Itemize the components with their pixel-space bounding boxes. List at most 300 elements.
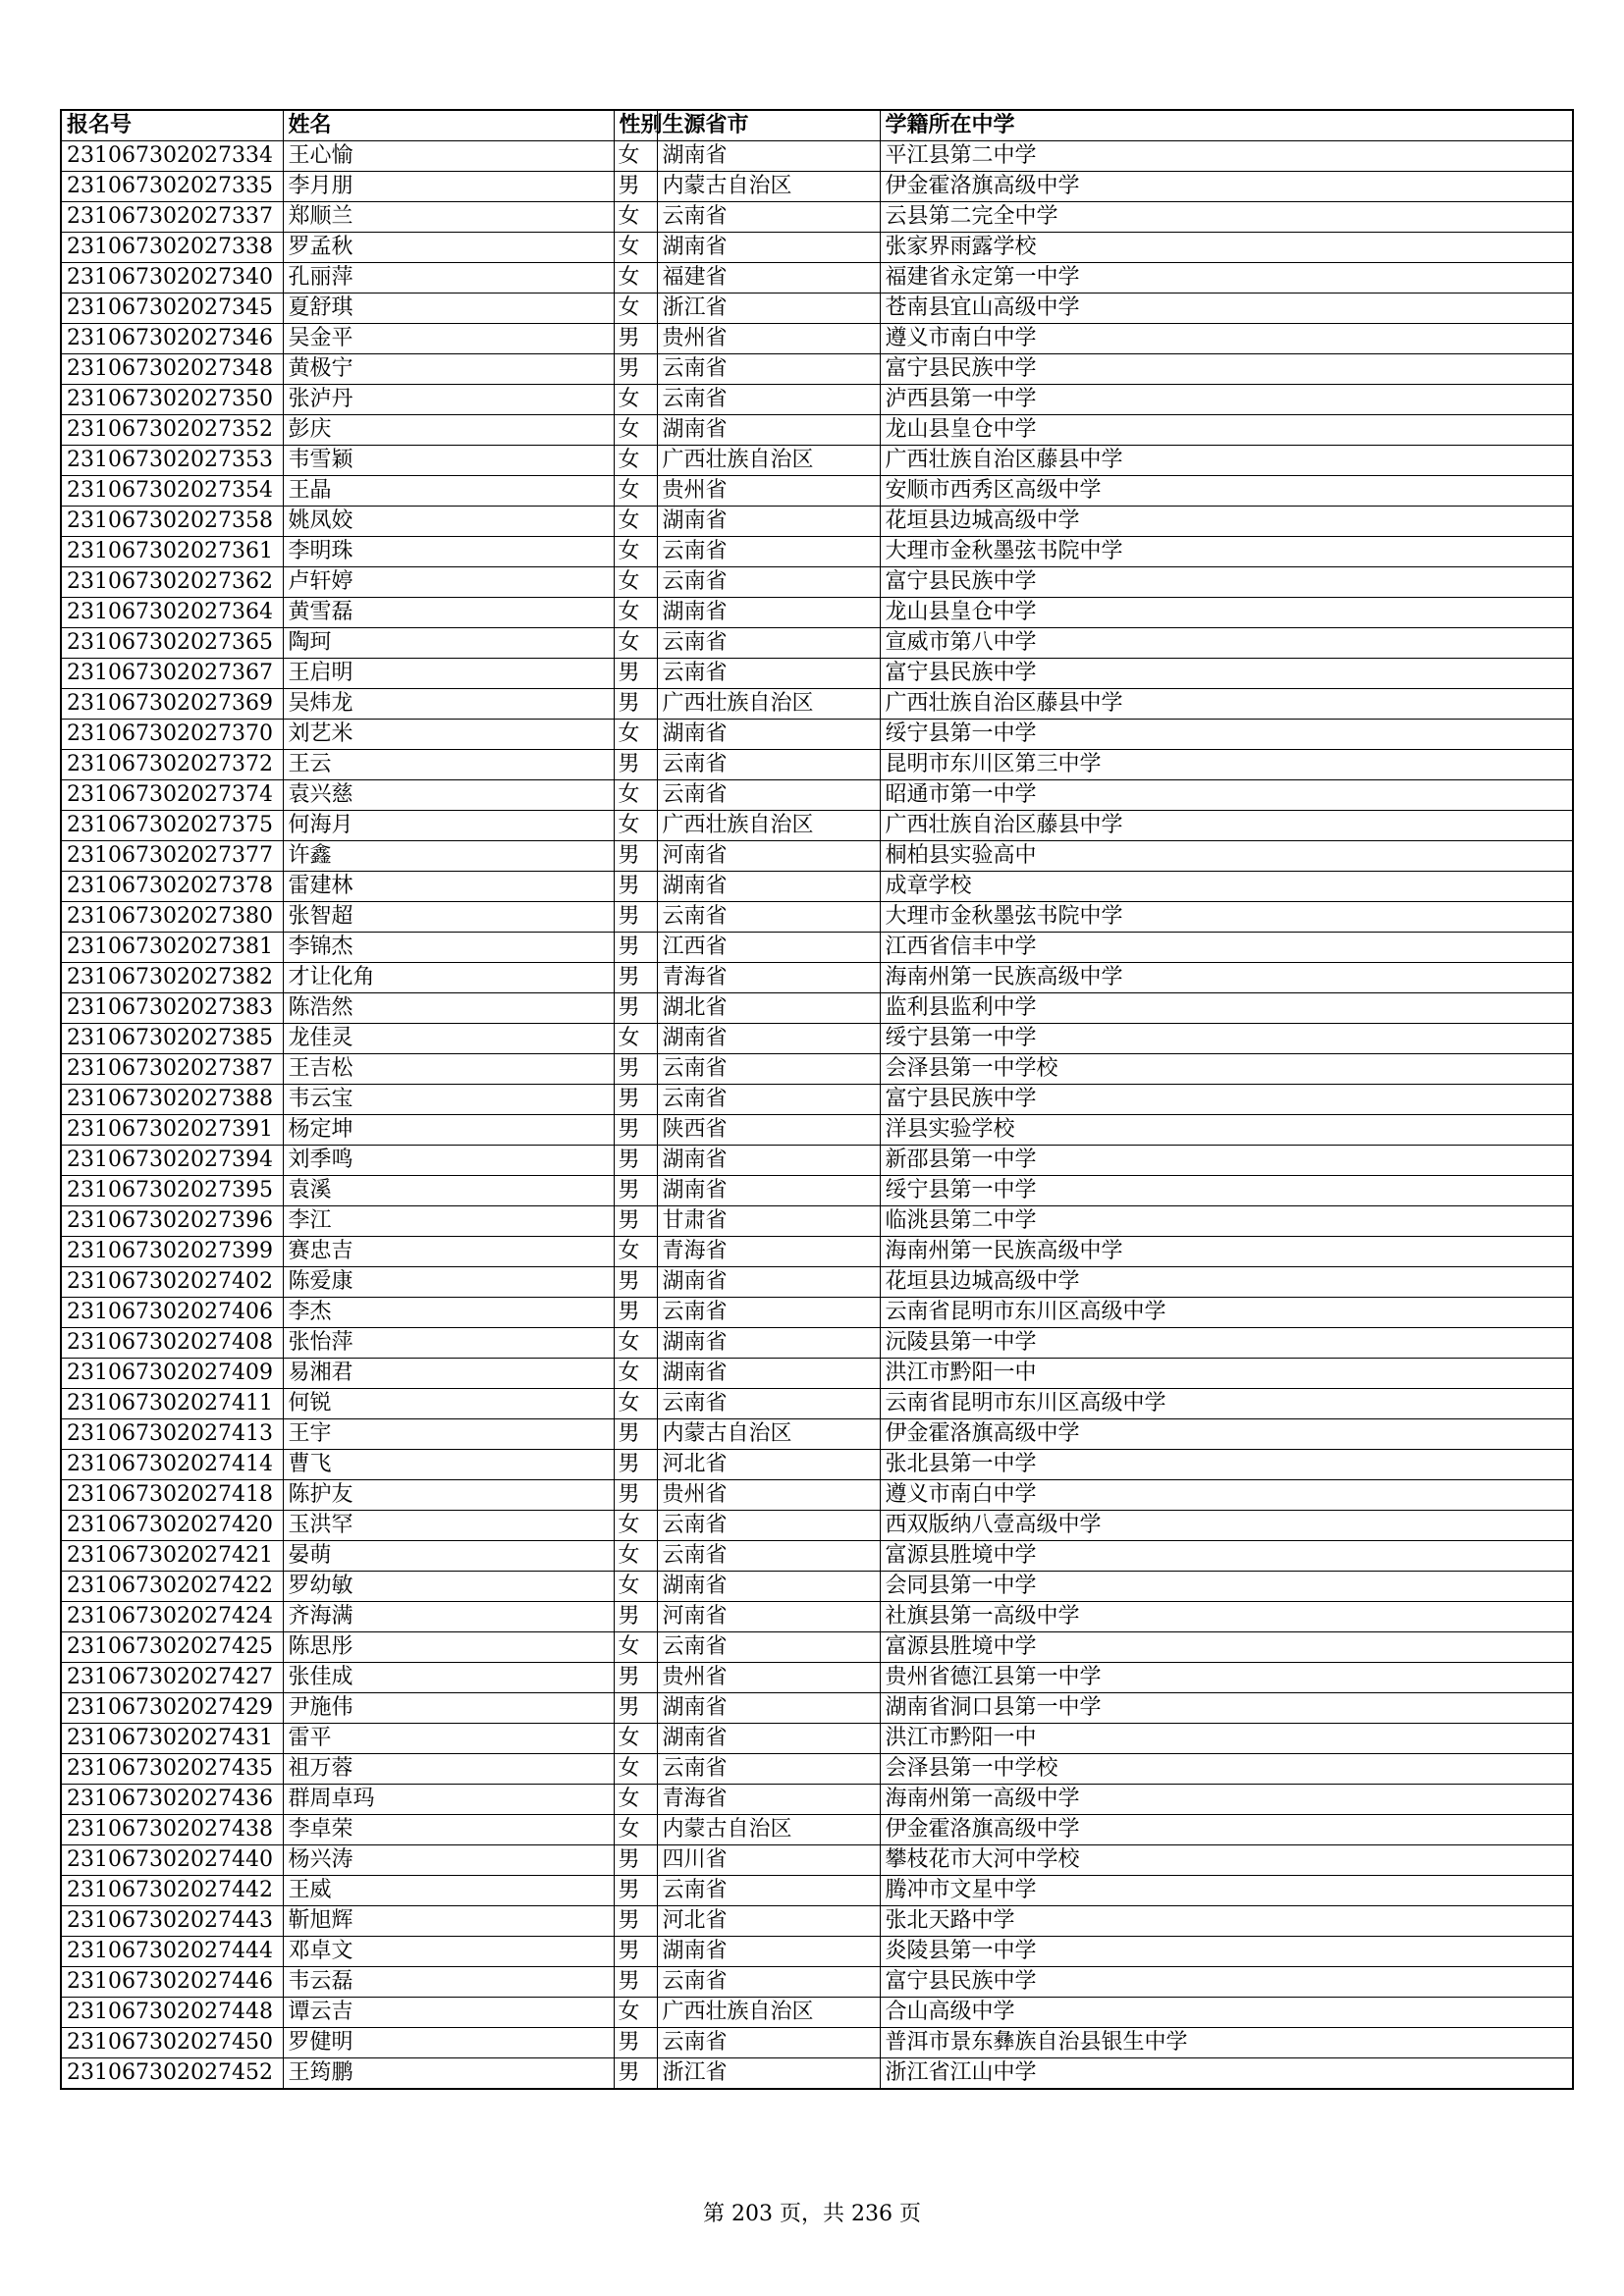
school-cell: 桐柏县实验高中 [880, 841, 1573, 872]
gender-cell: 女 [614, 567, 657, 598]
table-row [61, 1541, 1573, 1572]
gender-cell: 男 [614, 1450, 657, 1480]
province-cell: 云南省 [657, 1085, 880, 1115]
registration-number-cell: 231067302027435 [61, 1754, 283, 1785]
name-cell: 王晶 [283, 476, 614, 507]
registration-number-cell: 231067302027348 [61, 354, 283, 385]
header-source-province: 生源省市 [657, 110, 880, 141]
registration-number-cell: 231067302027354 [61, 476, 283, 507]
name-cell: 张佳成 [283, 1663, 614, 1693]
province-cell: 湖北省 [657, 993, 880, 1024]
province-cell: 内蒙古自治区 [657, 1815, 880, 1845]
school-cell: 社旗县第一高级中学 [880, 1602, 1573, 1632]
gender-cell: 男 [614, 354, 657, 385]
table-row [61, 1115, 1573, 1146]
roster-table [60, 109, 1574, 2090]
table-row [61, 1998, 1573, 2028]
school-cell: 大理市金秋墨弦书院中学 [880, 902, 1573, 933]
gender-cell: 男 [614, 841, 657, 872]
province-cell: 广西壮族自治区 [657, 689, 880, 720]
name-cell: 杨兴涛 [283, 1845, 614, 1876]
registration-number-cell: 231067302027452 [61, 2058, 283, 2090]
name-cell: 黄雪磊 [283, 598, 614, 628]
province-cell: 云南省 [657, 2028, 880, 2058]
name-cell: 玉洪罕 [283, 1511, 614, 1541]
name-cell: 晏萌 [283, 1541, 614, 1572]
province-cell: 云南省 [657, 354, 880, 385]
name-cell: 李杰 [283, 1298, 614, 1328]
name-cell: 尹施伟 [283, 1693, 614, 1724]
table-row [61, 1176, 1573, 1206]
table-row [61, 1328, 1573, 1359]
gender-cell: 女 [614, 507, 657, 537]
province-cell: 四川省 [657, 1845, 880, 1876]
table-row [61, 1024, 1573, 1054]
province-cell: 湖南省 [657, 1572, 880, 1602]
table-row [61, 415, 1573, 446]
registration-number-cell: 231067302027338 [61, 233, 283, 263]
table-row [61, 202, 1573, 233]
province-cell: 湖南省 [657, 720, 880, 750]
gender-cell: 女 [614, 1632, 657, 1663]
school-cell: 伊金霍洛旗高级中学 [880, 1419, 1573, 1450]
school-cell: 广西壮族自治区藤县中学 [880, 811, 1573, 841]
header-gender: 性别 [614, 110, 657, 141]
table-row [61, 1785, 1573, 1815]
table-row [61, 1572, 1573, 1602]
gender-cell: 男 [614, 659, 657, 689]
registration-number-cell: 231067302027413 [61, 1419, 283, 1450]
registration-number-cell: 231067302027335 [61, 172, 283, 202]
school-cell: 湖南省洞口县第一中学 [880, 1693, 1573, 1724]
name-cell: 罗孟秋 [283, 233, 614, 263]
name-cell: 易湘君 [283, 1359, 614, 1389]
province-cell: 云南省 [657, 1754, 880, 1785]
name-cell: 李月朋 [283, 172, 614, 202]
province-cell: 云南省 [657, 628, 880, 659]
province-cell: 云南省 [657, 1876, 880, 1906]
name-cell: 卢轩婷 [283, 567, 614, 598]
school-cell: 沅陵县第一中学 [880, 1328, 1573, 1359]
registration-number-cell: 231067302027442 [61, 1876, 283, 1906]
registration-number-cell: 231067302027438 [61, 1815, 283, 1845]
gender-cell: 女 [614, 1328, 657, 1359]
table-row [61, 476, 1573, 507]
province-cell: 湖南省 [657, 415, 880, 446]
registration-number-cell: 231067302027431 [61, 1724, 283, 1754]
table-row [61, 1450, 1573, 1480]
registration-number-cell: 231067302027381 [61, 933, 283, 963]
table-row [61, 628, 1573, 659]
name-cell: 姚凤姣 [283, 507, 614, 537]
gender-cell: 男 [614, 872, 657, 902]
registration-number-cell: 231067302027375 [61, 811, 283, 841]
school-cell: 贵州省德江县第一中学 [880, 1663, 1573, 1693]
school-cell: 广西壮族自治区藤县中学 [880, 446, 1573, 476]
registration-number-cell: 231067302027367 [61, 659, 283, 689]
name-cell: 王吉松 [283, 1054, 614, 1085]
school-cell: 富源县胜境中学 [880, 1541, 1573, 1572]
province-cell: 湖南省 [657, 1693, 880, 1724]
name-cell: 彭庆 [283, 415, 614, 446]
school-cell: 绥宁县第一中学 [880, 1176, 1573, 1206]
province-cell: 青海省 [657, 1785, 880, 1815]
province-cell: 云南省 [657, 1054, 880, 1085]
province-cell: 河南省 [657, 841, 880, 872]
gender-cell: 女 [614, 628, 657, 659]
name-cell: 陈思彤 [283, 1632, 614, 1663]
name-cell: 陈护友 [283, 1480, 614, 1511]
school-cell: 云南省昆明市东川区高级中学 [880, 1389, 1573, 1419]
name-cell: 赛忠吉 [283, 1237, 614, 1267]
table-row [61, 1389, 1573, 1419]
registration-number-cell: 231067302027377 [61, 841, 283, 872]
school-cell: 合山高级中学 [880, 1998, 1573, 2028]
province-cell: 云南省 [657, 385, 880, 415]
gender-cell: 男 [614, 750, 657, 780]
gender-cell: 男 [614, 1267, 657, 1298]
province-cell: 云南省 [657, 750, 880, 780]
table-row [61, 263, 1573, 294]
gender-cell: 男 [614, 689, 657, 720]
school-cell: 新邵县第一中学 [880, 1146, 1573, 1176]
gender-cell: 男 [614, 2058, 657, 2090]
registration-number-cell: 231067302027420 [61, 1511, 283, 1541]
province-cell: 云南省 [657, 1298, 880, 1328]
province-cell: 湖南省 [657, 1267, 880, 1298]
table-row [61, 1693, 1573, 1724]
gender-cell: 男 [614, 1967, 657, 1998]
province-cell: 贵州省 [657, 324, 880, 354]
gender-cell: 男 [614, 1176, 657, 1206]
gender-cell: 男 [614, 1206, 657, 1237]
school-cell: 富源县胜境中学 [880, 1632, 1573, 1663]
table-row [61, 1419, 1573, 1450]
name-cell: 罗幼敏 [283, 1572, 614, 1602]
school-cell: 海南州第一民族高级中学 [880, 963, 1573, 993]
gender-cell: 男 [614, 1845, 657, 1876]
school-cell: 平江县第二中学 [880, 141, 1573, 172]
gender-cell: 男 [614, 963, 657, 993]
table-row [61, 233, 1573, 263]
school-cell: 洪江市黔阳一中 [880, 1724, 1573, 1754]
province-cell: 湖南省 [657, 872, 880, 902]
registration-number-cell: 231067302027409 [61, 1359, 283, 1389]
table-row [61, 1876, 1573, 1906]
gender-cell: 女 [614, 385, 657, 415]
registration-number-cell: 231067302027340 [61, 263, 283, 294]
name-cell: 雷建林 [283, 872, 614, 902]
school-cell: 昭通市第一中学 [880, 780, 1573, 811]
province-cell: 云南省 [657, 1632, 880, 1663]
name-cell: 黄极宁 [283, 354, 614, 385]
province-cell: 湖南省 [657, 141, 880, 172]
school-cell: 遵义市南白中学 [880, 1480, 1573, 1511]
name-cell: 何海月 [283, 811, 614, 841]
gender-cell: 男 [614, 172, 657, 202]
school-cell: 泸西县第一中学 [880, 385, 1573, 415]
gender-cell: 男 [614, 1602, 657, 1632]
school-cell: 洋县实验学校 [880, 1115, 1573, 1146]
name-cell: 吴炜龙 [283, 689, 614, 720]
school-cell: 龙山县皇仓中学 [880, 598, 1573, 628]
school-cell: 苍南县宜山高级中学 [880, 294, 1573, 324]
name-cell: 郑顺兰 [283, 202, 614, 233]
registration-number-cell: 231067302027345 [61, 294, 283, 324]
table-row [61, 2028, 1573, 2058]
province-cell: 甘肃省 [657, 1206, 880, 1237]
gender-cell: 女 [614, 1024, 657, 1054]
gender-cell: 男 [614, 1085, 657, 1115]
gender-cell: 女 [614, 294, 657, 324]
school-cell: 绥宁县第一中学 [880, 1024, 1573, 1054]
school-cell: 富宁县民族中学 [880, 567, 1573, 598]
gender-cell: 男 [614, 1298, 657, 1328]
province-cell: 湖南省 [657, 1724, 880, 1754]
province-cell: 贵州省 [657, 476, 880, 507]
table-row [61, 1663, 1573, 1693]
province-cell: 云南省 [657, 202, 880, 233]
table-row [61, 1146, 1573, 1176]
gender-cell: 女 [614, 263, 657, 294]
province-cell: 河北省 [657, 1906, 880, 1937]
registration-number-cell: 231067302027370 [61, 720, 283, 750]
school-cell: 西双版纳八壹高级中学 [880, 1511, 1573, 1541]
province-cell: 内蒙古自治区 [657, 1419, 880, 1450]
table-row [61, 811, 1573, 841]
table-row [61, 933, 1573, 963]
province-cell: 浙江省 [657, 2058, 880, 2090]
name-cell: 王心愉 [283, 141, 614, 172]
gender-cell: 男 [614, 1419, 657, 1450]
province-cell: 湖南省 [657, 1328, 880, 1359]
name-cell: 杨定坤 [283, 1115, 614, 1146]
school-cell: 安顺市西秀区高级中学 [880, 476, 1573, 507]
province-cell: 云南省 [657, 1389, 880, 1419]
table-row [61, 1967, 1573, 1998]
province-cell: 湖南省 [657, 507, 880, 537]
gender-cell: 女 [614, 476, 657, 507]
school-cell: 大理市金秋墨弦书院中学 [880, 537, 1573, 567]
table-row [61, 993, 1573, 1024]
name-cell: 夏舒琪 [283, 294, 614, 324]
gender-cell: 女 [614, 1572, 657, 1602]
registration-number-cell: 231067302027365 [61, 628, 283, 659]
school-cell: 花垣县边城高级中学 [880, 507, 1573, 537]
registration-number-cell: 231067302027402 [61, 1267, 283, 1298]
name-cell: 祖万蓉 [283, 1754, 614, 1785]
name-cell: 张怡萍 [283, 1328, 614, 1359]
province-cell: 广西壮族自治区 [657, 811, 880, 841]
name-cell: 孔丽萍 [283, 263, 614, 294]
registration-number-cell: 231067302027374 [61, 780, 283, 811]
school-cell: 浙江省江山中学 [880, 2058, 1573, 2090]
header-row [61, 110, 1573, 141]
name-cell: 张智超 [283, 902, 614, 933]
registration-number-cell: 231067302027353 [61, 446, 283, 476]
province-cell: 浙江省 [657, 294, 880, 324]
name-cell: 谭云吉 [283, 1998, 614, 2028]
name-cell: 李江 [283, 1206, 614, 1237]
province-cell: 广西壮族自治区 [657, 446, 880, 476]
gender-cell: 男 [614, 1906, 657, 1937]
name-cell: 王宇 [283, 1419, 614, 1450]
gender-cell: 男 [614, 933, 657, 963]
school-cell: 监利县监利中学 [880, 993, 1573, 1024]
province-cell: 河北省 [657, 1450, 880, 1480]
name-cell: 张泸丹 [283, 385, 614, 415]
header-school: 学籍所在中学 [880, 110, 1573, 141]
gender-cell: 男 [614, 324, 657, 354]
registration-number-cell: 231067302027361 [61, 537, 283, 567]
table-body [61, 141, 1573, 2090]
registration-number-cell: 231067302027440 [61, 1845, 283, 1876]
registration-number-cell: 231067302027394 [61, 1146, 283, 1176]
province-cell: 云南省 [657, 659, 880, 689]
registration-number-cell: 231067302027369 [61, 689, 283, 720]
registration-number-cell: 231067302027378 [61, 872, 283, 902]
table-row [61, 354, 1573, 385]
name-cell: 李锦杰 [283, 933, 614, 963]
name-cell: 王筠鹏 [283, 2058, 614, 2090]
school-cell: 富宁县民族中学 [880, 659, 1573, 689]
table-row [61, 294, 1573, 324]
gender-cell: 女 [614, 415, 657, 446]
school-cell: 腾冲市文星中学 [880, 1876, 1573, 1906]
table-row [61, 1754, 1573, 1785]
name-cell: 王云 [283, 750, 614, 780]
gender-cell: 女 [614, 202, 657, 233]
school-cell: 宣威市第八中学 [880, 628, 1573, 659]
gender-cell: 男 [614, 1480, 657, 1511]
name-cell: 齐海满 [283, 1602, 614, 1632]
school-cell: 洪江市黔阳一中 [880, 1359, 1573, 1389]
gender-cell: 女 [614, 1785, 657, 1815]
school-cell: 富宁县民族中学 [880, 1967, 1573, 1998]
table-row [61, 1724, 1573, 1754]
table-row [61, 1298, 1573, 1328]
school-cell: 遵义市南白中学 [880, 324, 1573, 354]
name-cell: 何锐 [283, 1389, 614, 1419]
registration-number-cell: 231067302027364 [61, 598, 283, 628]
name-cell: 罗健明 [283, 2028, 614, 2058]
province-cell: 陕西省 [657, 1115, 880, 1146]
table-row [61, 659, 1573, 689]
gender-cell: 女 [614, 811, 657, 841]
province-cell: 河南省 [657, 1602, 880, 1632]
page-footer: 第 203 页，共 236 页 [703, 2202, 921, 2226]
table-row [61, 598, 1573, 628]
school-cell: 富宁县民族中学 [880, 354, 1573, 385]
table-row [61, 689, 1573, 720]
school-cell: 伊金霍洛旗高级中学 [880, 1815, 1573, 1845]
table-row [61, 720, 1573, 750]
table-row [61, 872, 1573, 902]
table-row [61, 1632, 1573, 1663]
table-row [61, 963, 1573, 993]
registration-number-cell: 231067302027422 [61, 1572, 283, 1602]
province-cell: 云南省 [657, 1511, 880, 1541]
table-row [61, 1054, 1573, 1085]
gender-cell: 女 [614, 1237, 657, 1267]
name-cell: 刘季鸣 [283, 1146, 614, 1176]
province-cell: 贵州省 [657, 1480, 880, 1511]
gender-cell: 女 [614, 720, 657, 750]
name-cell: 邓卓文 [283, 1937, 614, 1967]
table-row [61, 446, 1573, 476]
school-cell: 江西省信丰中学 [880, 933, 1573, 963]
gender-cell: 男 [614, 1054, 657, 1085]
registration-number-cell: 231067302027383 [61, 993, 283, 1024]
province-cell: 广西壮族自治区 [657, 1998, 880, 2028]
registration-number-cell: 231067302027425 [61, 1632, 283, 1663]
gender-cell: 女 [614, 1754, 657, 1785]
name-cell: 陈浩然 [283, 993, 614, 1024]
name-cell: 刘艺米 [283, 720, 614, 750]
registration-number-cell: 231067302027450 [61, 2028, 283, 2058]
table-row [61, 385, 1573, 415]
registration-number-cell: 231067302027411 [61, 1389, 283, 1419]
registration-number-cell: 231067302027429 [61, 1693, 283, 1724]
school-cell: 会泽县第一中学校 [880, 1754, 1573, 1785]
table-row [61, 1085, 1573, 1115]
registration-number-cell: 231067302027436 [61, 1785, 283, 1815]
table-row [61, 507, 1573, 537]
gender-cell: 男 [614, 1876, 657, 1906]
name-cell: 才让化角 [283, 963, 614, 993]
registration-number-cell: 231067302027396 [61, 1206, 283, 1237]
registration-number-cell: 231067302027362 [61, 567, 283, 598]
header-name: 姓名 [283, 110, 614, 141]
gender-cell: 男 [614, 1663, 657, 1693]
province-cell: 云南省 [657, 567, 880, 598]
school-cell: 龙山县皇仓中学 [880, 415, 1573, 446]
registration-number-cell: 231067302027380 [61, 902, 283, 933]
table-row [61, 1480, 1573, 1511]
registration-number-cell: 231067302027399 [61, 1237, 283, 1267]
school-cell: 海南州第一民族高级中学 [880, 1237, 1573, 1267]
table-row [61, 1237, 1573, 1267]
gender-cell: 女 [614, 141, 657, 172]
gender-cell: 女 [614, 1359, 657, 1389]
table-row [61, 841, 1573, 872]
registration-number-cell: 231067302027352 [61, 415, 283, 446]
registration-number-cell: 231067302027446 [61, 1967, 283, 1998]
school-cell: 海南州第一高级中学 [880, 1785, 1573, 1815]
name-cell: 许鑫 [283, 841, 614, 872]
name-cell: 王启明 [283, 659, 614, 689]
school-cell: 伊金霍洛旗高级中学 [880, 172, 1573, 202]
table-row [61, 1206, 1573, 1237]
school-cell: 会同县第一中学 [880, 1572, 1573, 1602]
registration-number-cell: 231067302027391 [61, 1115, 283, 1146]
name-cell: 李明珠 [283, 537, 614, 567]
registration-number-cell: 231067302027448 [61, 1998, 283, 2028]
name-cell: 李卓荣 [283, 1815, 614, 1845]
gender-cell: 女 [614, 1724, 657, 1754]
gender-cell: 女 [614, 780, 657, 811]
registration-number-cell: 231067302027382 [61, 963, 283, 993]
table-row [61, 2058, 1573, 2090]
name-cell: 韦云磊 [283, 1967, 614, 1998]
province-cell: 内蒙古自治区 [657, 172, 880, 202]
registration-number-cell: 231067302027427 [61, 1663, 283, 1693]
province-cell: 云南省 [657, 1967, 880, 1998]
gender-cell: 男 [614, 1937, 657, 1967]
table-row [61, 141, 1573, 172]
gender-cell: 女 [614, 537, 657, 567]
table-row [61, 780, 1573, 811]
